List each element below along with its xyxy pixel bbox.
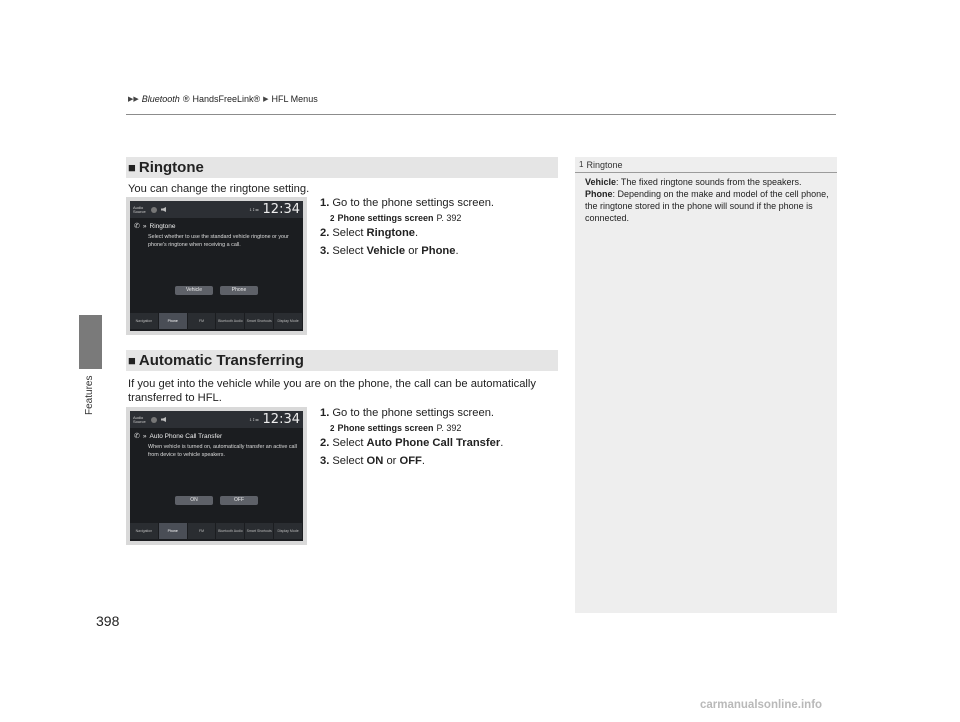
- screen-status-bar: [130, 411, 303, 428]
- section-square-icon: ■: [128, 353, 136, 368]
- screen-title-text: Auto Phone Call Transfer: [149, 432, 223, 440]
- ringtone-screen-image: [126, 197, 307, 335]
- step-text: Go to the phone settings screen.: [332, 407, 495, 419]
- phone-icon: ✆: [134, 433, 140, 440]
- breadcrumb-reg-mark: ®: [182, 94, 190, 104]
- section-square-icon: ■: [128, 160, 136, 175]
- screen-nav-item: Bluetooth Audio: [216, 523, 245, 539]
- step-text: .: [421, 455, 425, 467]
- step-keyword: Auto Phone Call Transfer: [366, 437, 501, 449]
- breadcrumb-arrow-icon: ▶▶: [128, 96, 139, 103]
- step-text: Select: [332, 455, 364, 467]
- screen-nav-item: Display Mode: [274, 523, 303, 539]
- step-number: 1.: [320, 197, 330, 209]
- step-text: .: [415, 227, 419, 239]
- status-icons: 1 ⟟ ▭: [249, 207, 259, 212]
- step-text: Select: [332, 227, 364, 239]
- audio-source-label: Audio Source: [133, 414, 146, 424]
- breadcrumb-bluetooth: Bluetooth: [141, 94, 180, 104]
- note-text: : The fixed ringtone sounds from the speakers.: [616, 177, 802, 187]
- screen-nav-item: Navigation: [130, 523, 159, 539]
- screen-status-bar: [130, 201, 303, 218]
- screen-message: Select whether to use the standard vehicle ringtone or your phone's ringtone when receiving a call.: [148, 234, 289, 248]
- step-1: [320, 197, 494, 211]
- step-number: 1.: [320, 407, 330, 419]
- audio-source-label: Audio Source: [133, 204, 146, 214]
- step-2: [320, 227, 494, 241]
- page-number: 398: [96, 613, 120, 629]
- step-text: .: [500, 437, 504, 449]
- note-text: : Depending on the make and model of the cell phone, the ringtone stored in the phone will sound if the phone is connected.: [585, 189, 829, 223]
- screen-clock: 12:34: [262, 412, 300, 427]
- screen-title: [134, 432, 222, 440]
- step-text: or: [408, 245, 419, 257]
- reference-icon: 2: [330, 214, 335, 223]
- intro-line: transferred to HFL.: [128, 392, 222, 404]
- screen-message: When vehicle is turned on, automatically transfer an active call from device to vehicle speakers.: [148, 444, 297, 458]
- breadcrumb-hfl-menus: HFL Menus: [271, 94, 318, 104]
- screen-option-button: ON: [175, 496, 213, 505]
- step-keyword: ON: [366, 455, 384, 467]
- section-header-auto-transfer: [126, 350, 558, 371]
- volume-icon: [161, 417, 166, 422]
- step-number: 3.: [320, 455, 330, 467]
- step-keyword: Phone: [421, 245, 456, 257]
- screen-nav-item: Display Mode: [274, 313, 303, 329]
- screen-nav-item: FM: [188, 523, 217, 539]
- note-body: [585, 176, 830, 224]
- section-title: Automatic Transferring: [138, 352, 304, 369]
- screen-nav-item: Phone: [159, 313, 188, 329]
- step-keyword: Vehicle: [366, 245, 406, 257]
- ringtone-steps: [320, 197, 494, 259]
- step-3: [320, 455, 503, 469]
- note-term: Vehicle: [585, 177, 617, 187]
- screen-nav-item: Smart Shortcuts: [245, 313, 274, 329]
- watermark: carmanualsonline.info: [700, 699, 823, 711]
- note-marker-icon: 1: [579, 160, 584, 169]
- side-note: [575, 157, 837, 613]
- cross-reference[interactable]: [320, 423, 503, 433]
- step-text: Select: [332, 437, 364, 449]
- step-text: or: [386, 455, 397, 467]
- screen-option-button: OFF: [220, 496, 258, 505]
- cross-reference[interactable]: [320, 213, 494, 223]
- reference-page: P. 392: [436, 423, 462, 433]
- breadcrumb-arrow-icon: ▶: [263, 96, 269, 103]
- auto-transfer-steps: [320, 407, 503, 469]
- auto-transfer-intro: [128, 377, 560, 405]
- screen-title: [134, 222, 176, 230]
- note-paragraph: [585, 188, 830, 224]
- screen-nav-item: FM: [188, 313, 217, 329]
- header-divider: [126, 114, 836, 115]
- reference-link[interactable]: Phone settings screen: [337, 213, 434, 223]
- note-paragraph: [585, 176, 830, 188]
- step-keyword: OFF: [399, 455, 422, 467]
- screen-nav-bar: [130, 313, 303, 329]
- volume-icon: [161, 207, 166, 212]
- note-term: Phone: [585, 189, 613, 199]
- source-icon: [151, 417, 157, 423]
- ringtone-intro: You can change the ringtone setting.: [128, 183, 310, 195]
- step-keyword: Ringtone: [366, 227, 416, 239]
- step-text: Go to the phone settings screen.: [332, 197, 495, 209]
- auto-transfer-screen-image: [126, 407, 307, 545]
- screen-nav-item: Phone: [159, 523, 188, 539]
- screen-nav-bar: [130, 523, 303, 539]
- screen-nav-item: Smart Shortcuts: [245, 523, 274, 539]
- step-text: Select: [332, 245, 364, 257]
- reference-page: P. 392: [436, 213, 462, 223]
- status-icons: 1 ⟟ ▭: [249, 417, 259, 422]
- chapter-label: Features: [84, 376, 95, 416]
- note-header: [575, 157, 837, 173]
- section-title: Ringtone: [138, 159, 204, 176]
- reference-link[interactable]: Phone settings screen: [337, 423, 434, 433]
- section-header-ringtone: [126, 157, 558, 178]
- source-icon: [151, 207, 157, 213]
- step-text: .: [455, 245, 459, 257]
- step-3: [320, 245, 494, 259]
- step-number: 2.: [320, 227, 330, 239]
- reference-icon: 2: [330, 424, 335, 433]
- note-title: Ringtone: [586, 159, 623, 170]
- phone-icon: ✆: [134, 223, 140, 230]
- screen-option-button: Vehicle: [175, 286, 213, 295]
- step-number: 3.: [320, 245, 330, 257]
- screen-clock: 12:34: [262, 202, 300, 217]
- step-number: 2.: [320, 437, 330, 449]
- screen-nav-item: Bluetooth Audio: [216, 313, 245, 329]
- breadcrumb: [128, 94, 318, 104]
- step-1: [320, 407, 503, 421]
- screen-option-button: Phone: [220, 286, 258, 295]
- intro-line: If you get into the vehicle while you are on the phone, the call can be automatically: [128, 378, 536, 390]
- screen-nav-item: Navigation: [130, 313, 159, 329]
- screen-title-text: Ringtone: [149, 222, 176, 230]
- back-chevron-icon: »: [142, 432, 147, 440]
- breadcrumb-handsfreelink: HandsFreeLink®: [192, 94, 261, 104]
- step-2: [320, 437, 503, 451]
- back-chevron-icon: »: [142, 222, 147, 230]
- chapter-tab: [79, 315, 102, 369]
